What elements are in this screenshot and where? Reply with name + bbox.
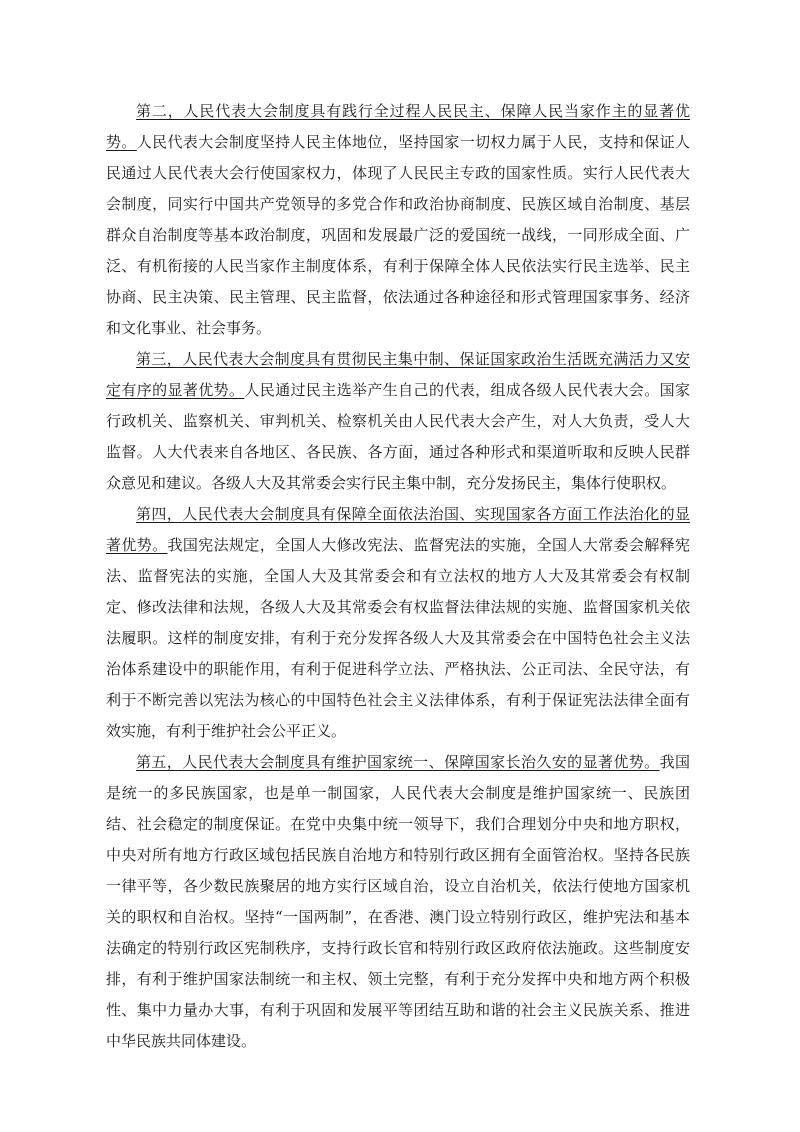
paragraph-body: 人民代表大会制度坚持人民主体地位，坚持国家一切权力属于人民，支持和保证人民通过人民代表大会行使国家权力，体现了人民民主专政的国家性质。实行人民代表大会制度，同实行中国共产党领导的多党合作和政治协商制度、民族区域自治制度、基层群众自治制度等基本政治制度，巩固和发展最广泛的爱国统一战线，一同形成全面、广泛、有机衔接的人民当家作主制度体系，有利于保障全体人民依法实行民主选举、民主协商、民主决策、民主管理、民主监督，依法通过各种途径和形式管理国家事务、经济和文化事业、社会事务。 (106, 133, 690, 337)
paragraph-body: 人民通过民主选举产生自己的代表，组成各级人民代表大会。国家行政机关、监察机关、审判机关、检察机关由人民代表大会产生，对人大负责，受人大监督。人大代表来自各地区、各民族、各方面，通过各种形式和渠道听取和反映人民群众意见和建议。各级人大及其常委会实行民主集中制，充分发扬民主，集体行使职权。 (106, 381, 690, 492)
paragraph-heading: 第五，人民代表大会制度具有维护国家统一、保障国家长治久安的显著优势。 (136, 753, 660, 771)
paragraph-body: 我国宪法规定，全国人大修改宪法、监督宪法的实施，全国人大常委会解释宪法、监督宪法的实施，全国人大及其常委会和有立法权的地方人大及其常委会有权制定、修改法律和法规，各级人大及其常委会有权监督法律法规的实施、监督国家机关依法履职。这样的制度安排，有利于充分发挥各级人大及其常委会在中国特色社会主义法治体系建设中的职能作用，有利于促进科学立法、严格执法、公正司法、全民守法，有利于不断完善以宪法为核心的中国特色社会主义法律体系，有利于保证宪法法律全面有效实施，有利于维护社会公平正义。 (106, 536, 690, 740)
paragraph-heading: 第二，人民代表大会制度具有践行全过程人民民主、保障人民当家作主的显著优势。 (106, 102, 690, 151)
document-page (106, 96, 690, 1057)
paragraph-fourth-advantage (106, 499, 690, 747)
paragraph-third-advantage (106, 344, 690, 499)
paragraph-fifth-advantage (106, 747, 690, 1057)
paragraph-heading: 第四，人民代表大会制度具有保障全面依法治国、实现国家各方面工作法治化的显著优势。 (106, 505, 690, 554)
paragraph-second-advantage (106, 96, 690, 344)
paragraph-heading: 第三，人民代表大会制度具有贯彻民主集中制、保证国家政治生活既充满活力又安定有序的显著优势。 (106, 350, 690, 399)
paragraph-body: 我国是统一的多民族国家，也是单一制国家，人民代表大会制度是维护国家统一、民族团结、社会稳定的制度保证。在党中央集中统一领导下，我们合理划分中央和地方职权，中央对所有地方行政区域包括民族自治地方和特别行政区拥有全面管治权。坚持各民族一律平等，各少数民族聚居的地方实行区域自治，设立自治机关，依法行使地方国家机关的职权和自治权。坚持“一国两制”，在香港、澳门设立特别行政区，维护宪法和基本法确定的特别行政区宪制秩序，支持行政长官和特别行政区政府依法施政。这些制度安排，有利于维护国家法制统一和主权、领土完整，有利于充分发挥中央和地方两个积极性、集中力量办大事，有利于巩固和发展平等团结互助和谐的社会主义民族关系、推进中华民族共同体建设。 (106, 753, 690, 1050)
